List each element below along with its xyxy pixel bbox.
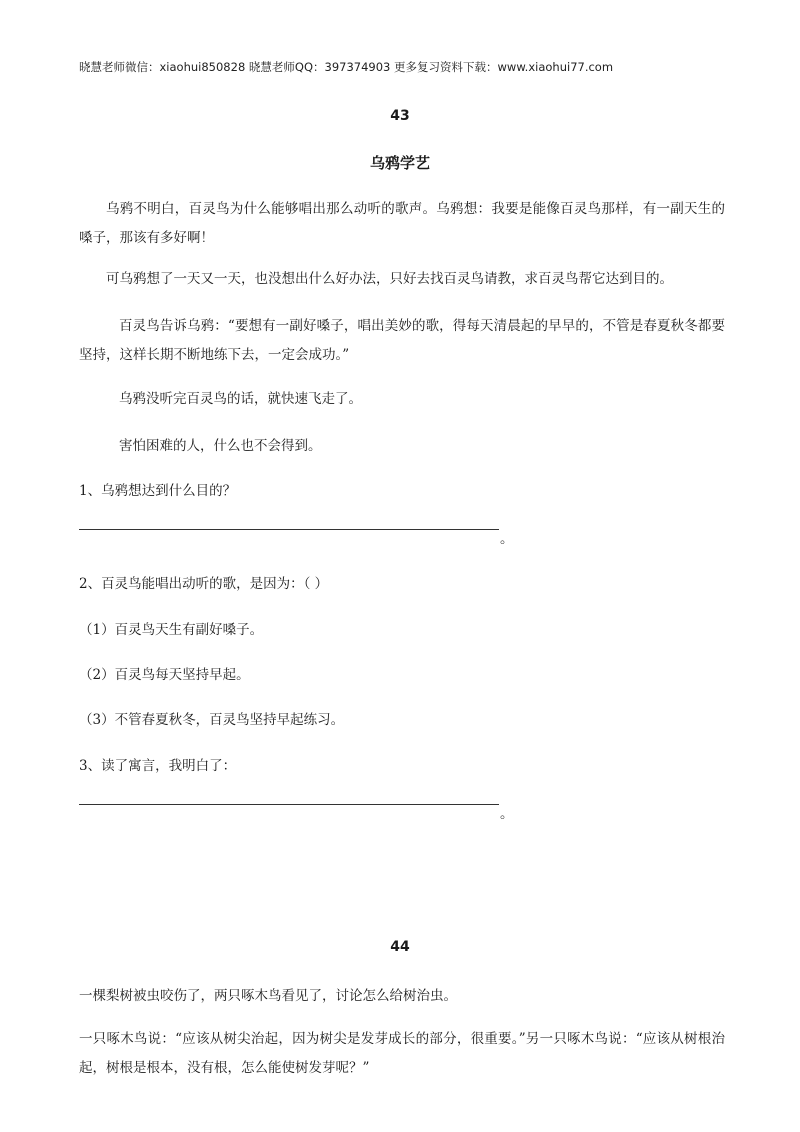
answer-period-3: 。: [500, 806, 514, 822]
paragraph-1: 乌鸦不明白，百灵鸟为什么能够唱出那么动听的歌声。乌鸦想：我要是能像百灵鸟那样，有一副天生的嗓子，那该有多好啊！: [79, 201, 725, 246]
option-1: （1）百灵鸟天生有副好嗓子。: [79, 622, 264, 638]
question-1: 1、乌鸦想达到什么目的？: [79, 483, 237, 499]
section-number-44: 44: [390, 939, 410, 955]
paragraph-2: 可乌鸦想了一天又一天，也没想出什么好办法，只好去找百灵鸟请教，求百灵鸟帮它达到目的。: [106, 271, 673, 287]
paragraph-5: 害怕困难的人，什么也不会得到。: [119, 438, 322, 454]
answer-blank-3[interactable]: [79, 804, 499, 805]
question-3: 3、读了寓言，我明白了：: [79, 758, 237, 774]
section-number-43: 43: [390, 108, 410, 124]
question-2: 2、百灵鸟能唱出动听的歌，是因为：（ ）: [79, 576, 329, 592]
answer-blank-1[interactable]: [79, 529, 499, 530]
story-title: 乌鸦学艺: [369, 154, 430, 172]
page-header: 晓慧老师微信：xiaohui850828 晓慧老师QQ：397374903 更多复习资料下载：www.xiaohui77.com: [79, 60, 614, 74]
paragraph-3: 百灵鸟告诉乌鸦：“要想有一副好嗓子，唱出美妙的歌，得每天清晨起的早早的，不管是春夏秋冬都要坚持，这样长期不断地练下去，一定会成功。”: [79, 318, 725, 363]
option-3: （3）不管春夏秋冬，百灵鸟坚持早起练习。: [79, 712, 345, 728]
paragraph-4: 乌鸦没听完百灵鸟的话，就快速飞走了。: [119, 391, 362, 407]
option-2: （2）百灵鸟每天坚持早起。: [79, 667, 250, 683]
paragraph-44-2: 一只啄木鸟说：“应该从树尖治起，因为树尖是发芽成长的部分，很重要。”另一只啄木鸟说：“应该从树根治起，树根是根本，没有根，怎么能使树发芽呢？”: [79, 1031, 725, 1076]
answer-period-1: 。: [500, 531, 514, 547]
paragraph-44-1: 一棵梨树被虫咬伤了，两只啄木鸟看见了，讨论怎么给树治虫。: [79, 988, 457, 1004]
